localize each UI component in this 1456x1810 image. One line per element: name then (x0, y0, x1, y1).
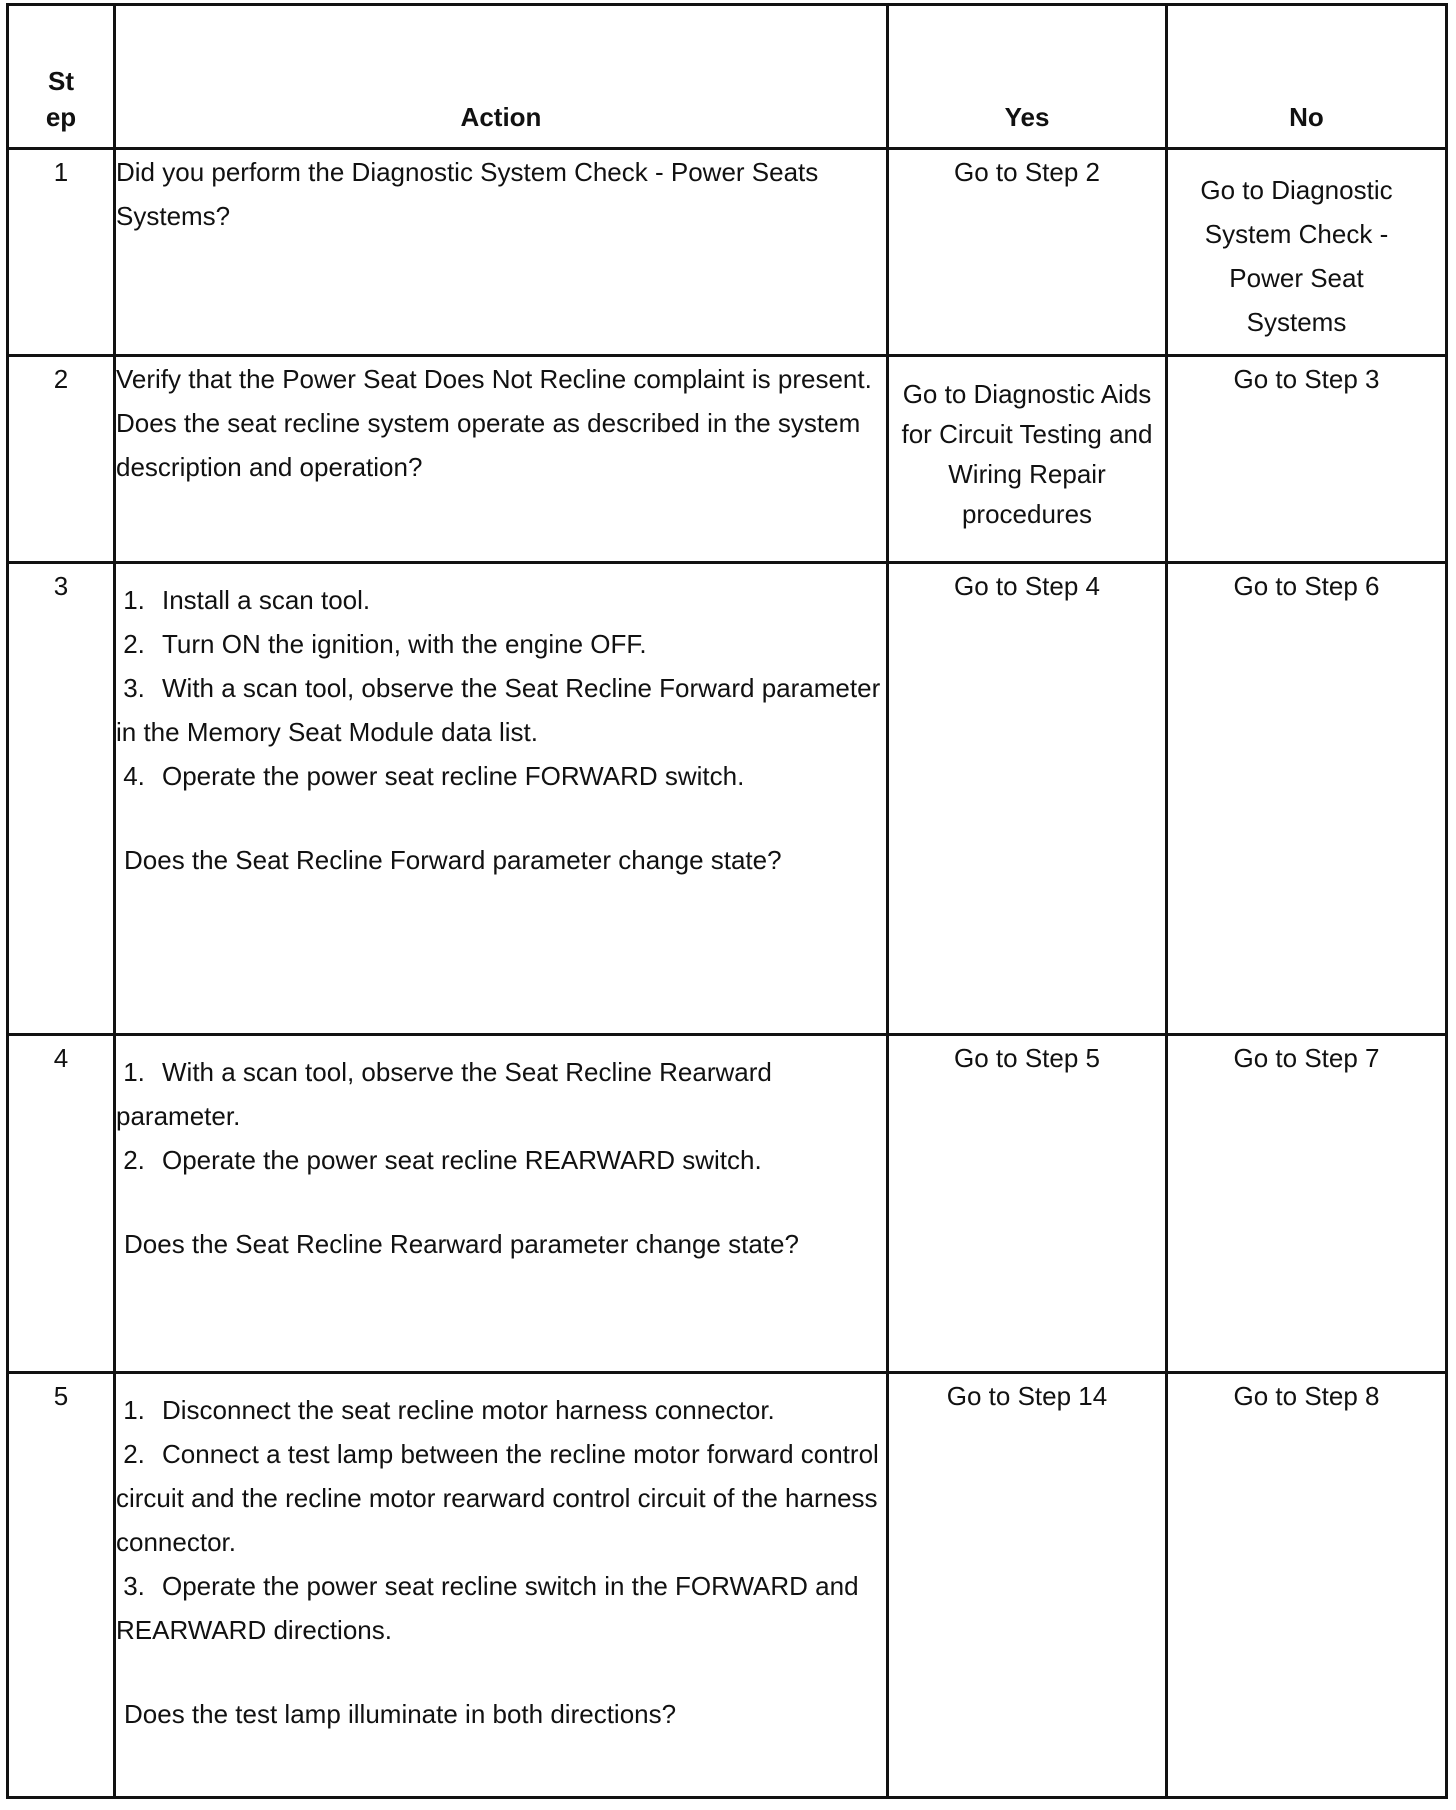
table-row (8, 1035, 1447, 1373)
no-text: Go to Diagnostic System Check - Power Seat Systems (1200, 175, 1393, 337)
list-item: 3. With a scan tool, observe the Seat Recline Forward parameter in the Memory Seat Module data list. (116, 673, 881, 747)
header-yes: Yes (888, 5, 1167, 149)
header-no: No (1167, 5, 1447, 149)
header-action: Action (115, 5, 888, 149)
table-row (8, 149, 1447, 356)
table-row (8, 1373, 1447, 1798)
yes-cell: Go to Step 4 (888, 563, 1167, 1035)
list-item-text: Operate the power seat recline FORWARD switch. (162, 761, 745, 791)
action-text: Verify that the Power Seat Does Not Recline complaint is present. Does the seat recline system operate as described in the system description and operation? (116, 364, 872, 482)
question-text: Does the test lamp illuminate in both directions? (124, 1699, 677, 1729)
question-text: Does the Seat Recline Forward parameter change state? (124, 845, 782, 875)
list-item-text: With a scan tool, observe the Seat Recline Forward parameter in the Memory Seat Module data list. (116, 673, 881, 747)
action-cell (115, 1035, 888, 1373)
action-text: Did you perform the Diagnostic System Check - Power Seats Systems? (116, 157, 819, 231)
question-text: Does the Seat Recline Rearward parameter change state? (124, 1229, 799, 1259)
list-item-text: Install a scan tool. (162, 585, 371, 615)
table-header-row (8, 5, 1447, 149)
step-number: 3 (8, 563, 115, 1035)
list-item-text: Operate the power seat recline switch in the FORWARD and REARWARD directions. (116, 1571, 859, 1645)
step-number: 5 (8, 1373, 115, 1798)
no-cell: Go to Step 7 (1167, 1035, 1447, 1373)
yes-cell: Go to Step 14 (888, 1373, 1167, 1798)
diagnostic-table (6, 3, 1448, 1799)
yes-cell: Go to Step 2 (888, 149, 1167, 356)
list-item: 3. Operate the power seat recline switch in the FORWARD and REARWARD directions. (116, 1571, 859, 1645)
spacer (116, 1182, 886, 1222)
list-item: 2. Turn ON the ignition, with the engine OFF. (116, 629, 647, 659)
table-row (8, 356, 1447, 563)
no-cell: Go to Step 3 (1167, 356, 1447, 563)
list-item: 1. Install a scan tool. (116, 585, 371, 615)
list-item-text: Disconnect the seat recline motor harness connector. (162, 1395, 775, 1425)
no-cell: Go to Step 8 (1167, 1373, 1447, 1798)
step-number: 2 (8, 356, 115, 563)
list-item-text: Turn ON the ignition, with the engine OFF. (162, 629, 647, 659)
action-cell (115, 1373, 888, 1798)
no-cell (1167, 149, 1447, 356)
header-step: St ep (8, 5, 115, 149)
spacer (116, 798, 886, 838)
spacer (116, 1652, 886, 1692)
step-number: 4 (8, 1035, 115, 1373)
action-cell (115, 356, 888, 563)
list-item-text: Operate the power seat recline REARWARD switch. (162, 1145, 762, 1175)
list-item: 1. Disconnect the seat recline motor harness connector. (116, 1395, 775, 1425)
yes-cell (888, 356, 1167, 563)
list-item: 4. Operate the power seat recline FORWARD switch. (116, 761, 745, 791)
yes-text: Go to Diagnostic Aids for Circuit Testing and Wiring Repair procedures (901, 379, 1153, 529)
yes-cell: Go to Step 5 (888, 1035, 1167, 1373)
list-item: 2. Operate the power seat recline REARWARD switch. (116, 1145, 762, 1175)
list-item: 2. Connect a test lamp between the recline motor forward control circuit and the recline motor rearward control circuit of the harness connector. (116, 1439, 879, 1557)
table-row (8, 563, 1447, 1035)
action-cell (115, 149, 888, 356)
step-number: 1 (8, 149, 115, 356)
list-item: 1. With a scan tool, observe the Seat Recline Rearward parameter. (116, 1057, 772, 1131)
list-item-text: Connect a test lamp between the recline motor forward control circuit and the recline motor rearward control circuit of the harness connector. (116, 1439, 879, 1557)
list-item-text: With a scan tool, observe the Seat Recline Rearward parameter. (116, 1057, 772, 1131)
action-cell (115, 563, 888, 1035)
no-cell: Go to Step 6 (1167, 563, 1447, 1035)
